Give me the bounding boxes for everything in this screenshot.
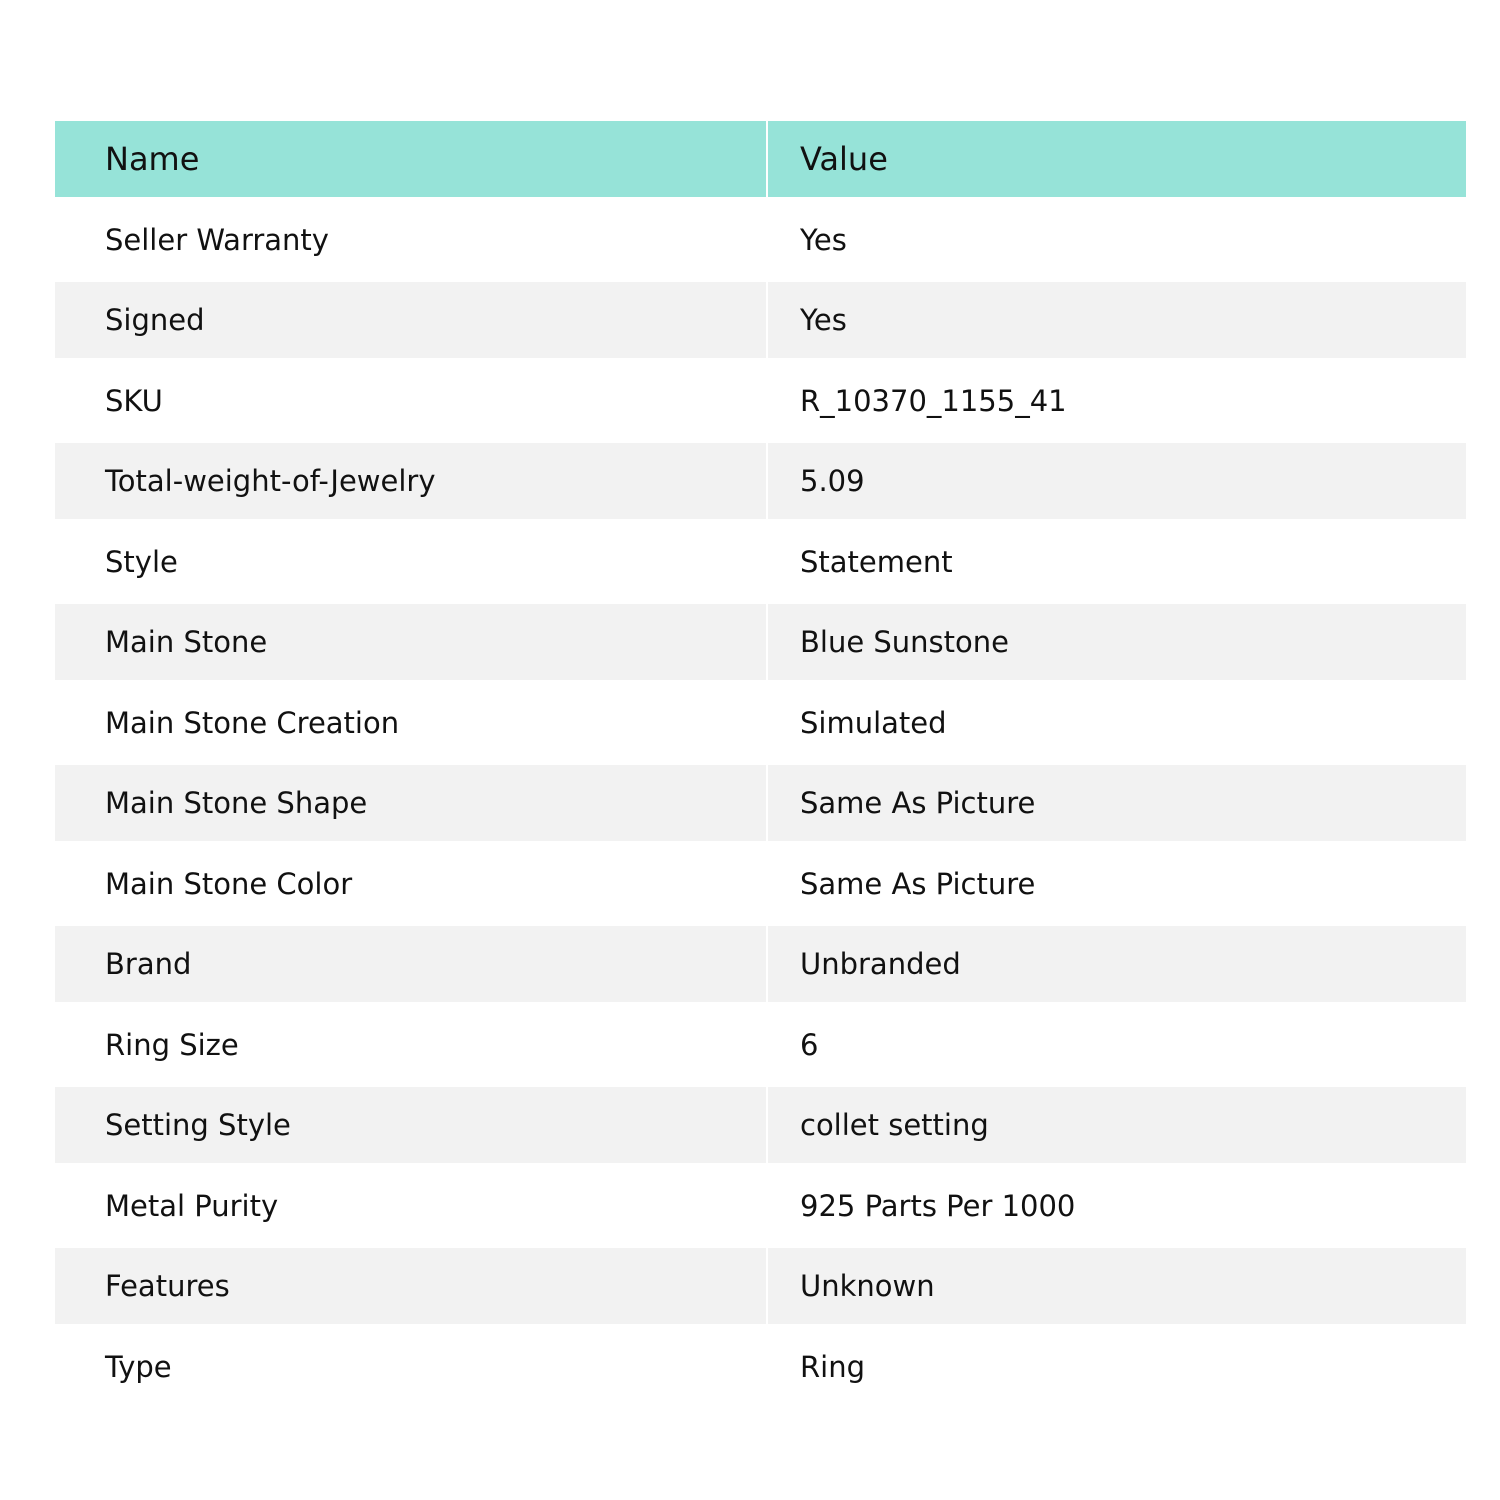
table-row [55,765,1466,841]
row-name-cell: Main Stone Color [55,841,767,926]
row-name-cell: Total-weight-of-Jewelry [55,443,767,519]
row-name-cell: Ring Size [55,1002,767,1087]
row-name-cell: Features [55,1248,767,1324]
row-name-cell: Signed [55,282,767,358]
row-name-cell: Seller Warranty [55,197,767,282]
row-value-cell: Same As Picture [800,866,1036,901]
row-name-cell: SKU [55,358,767,443]
table-row [55,604,1466,680]
column-header-value: Value [800,140,888,178]
table-row [55,1248,1466,1324]
table-row [55,1087,1466,1163]
table-row [55,926,1466,1002]
row-name-cell: Setting Style [55,1087,767,1163]
table-row [55,519,1466,604]
row-value-cell: Same As Picture [800,786,1036,820]
row-name-cell: Type [55,1324,767,1409]
row-value-cell: Yes [800,303,847,337]
table-header [55,121,1466,197]
table-row [55,282,1466,358]
row-name-cell: Style [55,519,767,604]
table-row [55,443,1466,519]
row-value-cell: Simulated [800,705,947,740]
row-value-cell: Blue Sunstone [800,625,1010,659]
row-value-cell: Unbranded [800,947,961,981]
row-value-cell: Ring [800,1349,865,1384]
row-name-cell: Metal Purity [55,1163,767,1248]
table-row [55,1002,1466,1087]
table-row [55,841,1466,926]
row-name-cell: Main Stone Creation [55,680,767,765]
row-value-cell: Unknown [800,1269,935,1303]
row-value-cell: 6 [800,1027,819,1062]
table-row [55,358,1466,443]
row-value-cell: R_10370_1155_41 [800,383,1067,418]
row-value-cell: Statement [800,544,953,579]
item-specifics-table [55,121,1466,1409]
table-row [55,197,1466,282]
header-row [55,121,1466,197]
row-value-cell: 5.09 [800,464,865,498]
table-body [55,197,1466,1409]
table-row [55,680,1466,765]
row-value-cell: Yes [800,222,847,257]
row-value-cell: collet setting [800,1108,989,1142]
table-row [55,1324,1466,1409]
table-row [55,1163,1466,1248]
row-value-cell: 925 Parts Per 1000 [800,1188,1076,1223]
column-header-name: Name [55,121,767,197]
row-name-cell: Main Stone Shape [55,765,767,841]
row-name-cell: Main Stone [55,604,767,680]
row-name-cell: Brand [55,926,767,1002]
